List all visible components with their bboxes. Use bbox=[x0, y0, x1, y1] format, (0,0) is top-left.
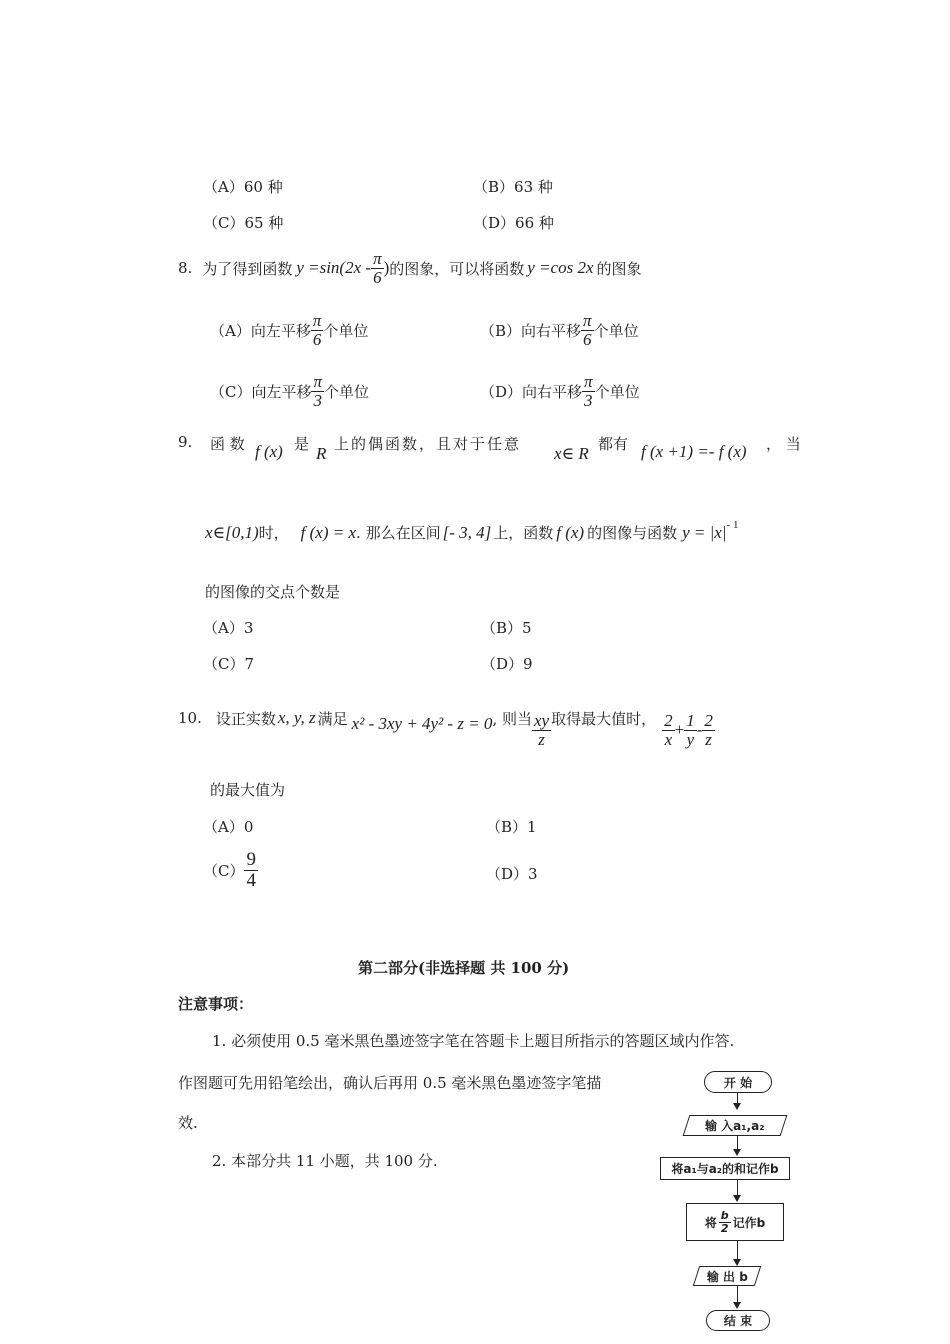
q8-option-a bbox=[210, 312, 368, 349]
q8-fraction-numerator: π bbox=[373, 249, 382, 268]
q8-option-b bbox=[480, 312, 639, 349]
q10-text-2: 满足 bbox=[317, 709, 348, 728]
q8-fraction-pi-6 bbox=[371, 250, 384, 287]
q10-expr-2-num: 1 bbox=[686, 711, 695, 730]
q8-option-d-den: 3 bbox=[584, 390, 593, 410]
q10-text-3: , 则当 bbox=[492, 709, 532, 728]
notice-item-1-line-2: 作图题可先用铅笔绘出，确认后再用 0.5 毫米黑色墨迹签字笔描 bbox=[178, 1074, 602, 1092]
flow-start bbox=[704, 1071, 772, 1093]
flow-half-den: 2 bbox=[720, 1221, 729, 1235]
flow-end bbox=[706, 1310, 770, 1331]
q10-option-c-fraction bbox=[244, 850, 258, 891]
flow-half-post: 记作b bbox=[732, 1215, 766, 1230]
q9-word-3: 上的偶函数，且对于任意 bbox=[334, 435, 522, 453]
flow-arrow-5 bbox=[737, 1286, 738, 1302]
q7-option-b: （B）63 种 bbox=[473, 178, 553, 196]
q8-option-c bbox=[210, 373, 369, 410]
q9-x-in-R: x∈ R bbox=[554, 444, 589, 463]
q8-fraction-denominator: 6 bbox=[373, 267, 382, 287]
q9-line-2 bbox=[205, 518, 739, 543]
q10-option-c bbox=[203, 850, 258, 891]
q8-option-d bbox=[480, 373, 640, 410]
q9-word-2: 是 bbox=[294, 435, 310, 453]
q9-line-2-text-2: . 那么在区间 bbox=[356, 524, 441, 542]
q9-R: R bbox=[316, 444, 327, 463]
q8-option-d-unit: 个单位 bbox=[594, 382, 640, 401]
q9-line-2-text-1: 时， bbox=[258, 524, 289, 542]
q8-option-b-num: π bbox=[583, 311, 592, 330]
q9-fx-2: f (x) bbox=[556, 522, 585, 542]
flow-half bbox=[686, 1203, 784, 1241]
q10-option-b: （B）1 bbox=[486, 818, 537, 836]
q9-word-1: 函 数 bbox=[210, 435, 245, 453]
flow-output-label: 输 出 b bbox=[706, 1269, 748, 1284]
q10-stem bbox=[178, 700, 715, 749]
q10-variables: x, y, z bbox=[277, 708, 316, 728]
q10-expr-1-num: 2 bbox=[664, 711, 673, 730]
flow-arrow-3 bbox=[737, 1180, 738, 1195]
q9-exponent: - 1 bbox=[726, 518, 739, 531]
flow-output bbox=[693, 1266, 761, 1286]
q8-option-b-fraction bbox=[581, 312, 594, 349]
notice-heading: 注意事项： bbox=[178, 995, 254, 1013]
q8-option-a-num: π bbox=[312, 311, 322, 330]
q9-word-5: ， 当 bbox=[766, 435, 801, 453]
q9-option-c: （C）7 bbox=[203, 655, 255, 673]
q8-option-d-fraction bbox=[582, 373, 595, 410]
q9-line-2-text-4: 的图像与函数 bbox=[587, 524, 678, 542]
part2-title: 第二部分(非选择题 共 100 分) bbox=[358, 959, 570, 977]
q10-expr-3-num: 2 bbox=[704, 711, 713, 730]
q8-option-d-text: （D）向右平移 bbox=[480, 382, 583, 401]
flow-sum-label: 将a₁与a₂的和记作b bbox=[671, 1162, 779, 1176]
q9-number: 9. bbox=[178, 433, 193, 451]
q8-option-a-unit: 个单位 bbox=[323, 321, 369, 340]
flow-half-pre: 将 bbox=[704, 1215, 717, 1230]
q8-option-d-num: π bbox=[584, 372, 593, 391]
q10-expr-3-den: z bbox=[705, 729, 712, 749]
flow-arrow-1 bbox=[737, 1093, 738, 1103]
q10-minus: - bbox=[696, 720, 703, 740]
q10-plus: + bbox=[674, 720, 685, 740]
flow-arrow-2 bbox=[737, 1136, 738, 1149]
q8-option-b-text: （B）向右平移 bbox=[480, 321, 582, 340]
q8-function-1-right: ) bbox=[383, 258, 390, 278]
q10-option-c-den: 4 bbox=[246, 869, 256, 891]
q10-option-c-label: （C） bbox=[203, 861, 245, 880]
q10-option-d: （D）3 bbox=[486, 865, 538, 883]
q9-fx: f (x) bbox=[255, 442, 283, 461]
notice-item-2: 2. 本部分共 11 小题，共 100 分. bbox=[212, 1152, 438, 1170]
q10-fraction-num: xy bbox=[533, 711, 550, 730]
q8-option-c-num: π bbox=[313, 372, 323, 391]
q10-number: 10. bbox=[178, 709, 202, 728]
q9-line-3: 的图像的交点个数是 bbox=[205, 583, 341, 601]
flow-arrow-head-2 bbox=[733, 1149, 741, 1156]
q9-option-a: （A）3 bbox=[203, 619, 254, 637]
q10-expr-2-over-x bbox=[662, 712, 675, 749]
flow-input-label: 输 入a₁,a₂ bbox=[705, 1119, 765, 1133]
q8-option-c-text: （C）向左平移 bbox=[210, 382, 312, 401]
q8-option-b-unit: 个单位 bbox=[593, 321, 639, 340]
flow-arrow-4 bbox=[737, 1241, 738, 1259]
flow-arrow-head-3 bbox=[733, 1195, 741, 1202]
q10-fraction-xy-z bbox=[532, 712, 551, 749]
q8-option-a-text: （A）向左平移 bbox=[210, 321, 311, 340]
q10-equation: x² - 3xy + 4y² - z = 0 bbox=[351, 714, 493, 734]
q8-option-c-unit: 个单位 bbox=[324, 382, 370, 401]
flow-half-num: b bbox=[720, 1208, 729, 1222]
flow-end-label: 结 束 bbox=[723, 1314, 753, 1328]
q10-line-2: 的最大值为 bbox=[210, 781, 286, 799]
flow-arrow-head-5 bbox=[733, 1302, 741, 1309]
q8-option-b-den: 6 bbox=[583, 329, 592, 349]
q10-option-a: （A）0 bbox=[203, 818, 254, 836]
q10-fraction-den: z bbox=[538, 729, 545, 749]
q9-y-abs-x: y = |x| bbox=[682, 522, 727, 542]
q10-text-4: 取得最大值时， bbox=[551, 709, 657, 728]
q10-expr-2-den: y bbox=[686, 729, 695, 749]
q9-interval: [- 3, 4] bbox=[442, 522, 492, 542]
q10-option-c-num: 9 bbox=[246, 849, 256, 870]
q9-option-d: （D）9 bbox=[481, 655, 533, 673]
flow-input bbox=[683, 1115, 788, 1136]
q9-word-4: 都有 bbox=[598, 435, 629, 453]
q8-option-a-fraction bbox=[311, 312, 324, 349]
q9-equation: f (x +1) =- f (x) bbox=[641, 442, 747, 461]
q10-text-1: 设正实数 bbox=[215, 709, 276, 728]
q9-line-2-text-3: 上，函数 bbox=[493, 524, 554, 542]
flow-arrow-head-1 bbox=[733, 1103, 741, 1110]
q10-expr-1-over-y bbox=[684, 712, 697, 749]
q9-option-b: （B）5 bbox=[481, 619, 532, 637]
flow-sum bbox=[660, 1157, 790, 1180]
q10-expr-1-den: x bbox=[664, 729, 673, 749]
flow-half-fraction bbox=[719, 1210, 731, 1234]
q8-option-c-fraction bbox=[311, 373, 324, 410]
q10-expr-2-over-z bbox=[702, 712, 715, 749]
flow-start-label: 开 始 bbox=[723, 1075, 753, 1090]
q8-function-1-left: y =sin(2x - bbox=[296, 258, 372, 278]
q7-option-d: （D）66 种 bbox=[473, 214, 554, 232]
q8-number: 8. bbox=[178, 259, 193, 278]
q9-fx-equals-x: f (x) = x bbox=[300, 522, 357, 542]
notice-item-1-line-1: 1. 必须使用 0.5 毫米黑色墨迹签字笔在答题卡上题目所指示的答题区域内作答. bbox=[212, 1032, 735, 1050]
q9-x-in-interval: x∈[0,1) bbox=[205, 522, 259, 542]
q8-text-mid: 的图象，可以将函数 bbox=[389, 259, 525, 278]
q8-text-post: 的图象 bbox=[596, 259, 642, 278]
q8-text-pre: 为了得到函数 bbox=[202, 259, 293, 278]
q7-option-c: （C）65 种 bbox=[203, 214, 284, 232]
q8-stem bbox=[178, 250, 642, 287]
q8-option-a-den: 6 bbox=[312, 329, 322, 349]
notice-item-1-line-3: 效. bbox=[178, 1114, 198, 1132]
q8-function-2: y =cos 2x bbox=[527, 258, 594, 278]
flow-arrow-head-4 bbox=[733, 1259, 741, 1266]
q7-option-a: （A）60 种 bbox=[203, 178, 283, 196]
q8-option-c-den: 3 bbox=[313, 390, 322, 410]
